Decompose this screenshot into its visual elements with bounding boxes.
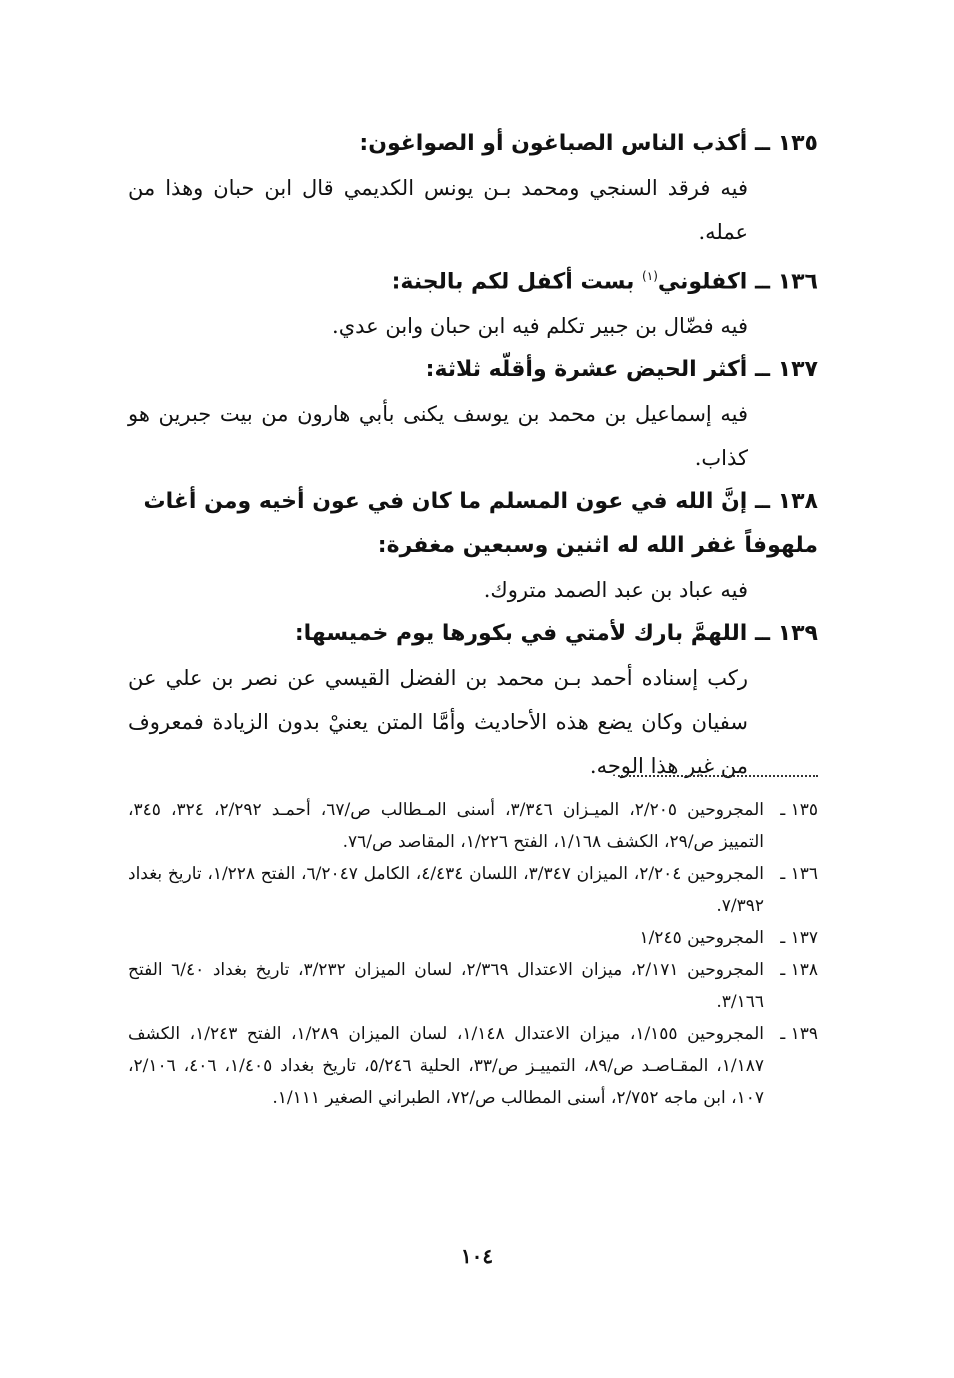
footnote-139	[128, 1018, 818, 1114]
footnote-text: المجروحين ٢/٢٠٤، الميزان ٣/٣٤٧، اللسان ٤/٤٣٤، الكامل ٦/٢٠٤٧، الفتح ١/٢٢٨، تاريخ بغداد ٧/٣٩٢.	[128, 864, 764, 916]
entry-text: فيه إسماعيل بن محمد بن يوسف يكنى بأبي هارون من بيت جبرين هو كذاب.	[128, 402, 748, 471]
footnote-text: المجروحين ٢/١٧١، ميزان الاعتدال ٢/٣٦٩، لسان الميزان ٣/٢٣٢، تاريخ بغداد ٦/٤٠ الفتح ٣/١٦٦.	[128, 960, 764, 1012]
entry-136	[128, 254, 818, 348]
entry-heading: ١٣٥ ــ أكذب الناس الصباغون أو الصواغون:	[359, 131, 818, 156]
entry-text: فيه عباد بن عبد الصمد متروك.	[483, 578, 748, 603]
footnote-marker: (١)	[642, 269, 658, 283]
entry-heading	[128, 254, 818, 304]
footnote-number: ١٣٥ ـ	[780, 800, 818, 820]
footnote-number: ١٣٧ ـ	[780, 928, 818, 948]
entry-135	[128, 122, 818, 254]
footnote-135	[128, 794, 818, 858]
entry-137	[128, 348, 818, 480]
entry-heading-rest: بست أكفل لكم بالجنة:	[391, 269, 643, 295]
footnote-number: ١٣٦ ـ	[780, 864, 818, 884]
footnote-text: المجروحين ١/٢٤٥	[639, 928, 764, 948]
footnote-138	[128, 954, 818, 1018]
entry-text: فيه فرقد السنجي ومحمد بـن يونس الكديمي قال ابن حبان وهذا من عمله.	[128, 176, 748, 244]
footnote-137	[128, 922, 818, 954]
entry-text: فيه فضّال بن جبير تكلم فيه ابن حبان وابن عدي.	[332, 314, 748, 339]
footnotes	[128, 794, 818, 1114]
footnote-number: ١٣٩ ـ	[780, 1024, 818, 1044]
footnote-text: المجروحين ١/١٥٥، ميزان الاعتدال ١/١٤٨، لسان الميزان ١/٢٨٩، الفتح ١/٢٤٣، الكشف ١/١٨٧، المقـاصـد ص/٨٩، التمييـز ص/٣٣، الحلية ٥/٢٤٦، تاريخ بغداد ١/٤٠٥، ٤٠٦، ٢/١٠٦، ١٠٧، ابن ماجه ٢/٧٥٢، أسنى المطالب ص/٧٢، الطبراني الصغير ١/١١١.	[128, 1024, 765, 1108]
entry-heading-main: ١٣٦ ــ اكفلوني	[657, 269, 818, 295]
main-text	[128, 122, 818, 788]
footnote-136	[128, 858, 818, 922]
entry-heading: ١٣٩ ــ اللهمَّ بارك لأمتي في بكورها يوم خميسها:	[294, 621, 818, 647]
entry-139	[128, 612, 818, 788]
entry-text: ركب إسناده أحمد بـن محمد بن الفضل القيسي عن نصر بن علي عن سفيان وكان يضع هذه الأحاديث وأمَّا المتن يعنيْ بدون الزيادة فمعروف من غير هذا الوجه.	[128, 666, 748, 779]
footnote-divider	[618, 775, 818, 777]
entry-heading: ١٣٧ ــ أكثر الحيض عشرة وأقلّه ثلاثة:	[425, 357, 818, 383]
footnote-text: المجروحين ٢/٢٠٥، الميـزان ٣/٣٤٦، أسنى المـطالب ص/٦٧، أحمـد ٢/٢٩٢، ٣٢٤، ٣٤٥، التمييز ص/٢٩، الكشف ١/١٦٨، الفتح ١/٢٢٦، المقاصد ص/٧٦.	[128, 800, 764, 852]
entry-heading: ١٣٨ ــ إنَّ الله في عون المسلم ما كان في عون أخيه ومن أغاث ملهوفاً غفر الله له اثنين وسبعين مغفرة:	[143, 489, 818, 559]
footnote-number: ١٣٨ ـ	[780, 960, 818, 980]
page-number: ١٠٤	[460, 1244, 494, 1268]
entry-138	[128, 480, 818, 612]
